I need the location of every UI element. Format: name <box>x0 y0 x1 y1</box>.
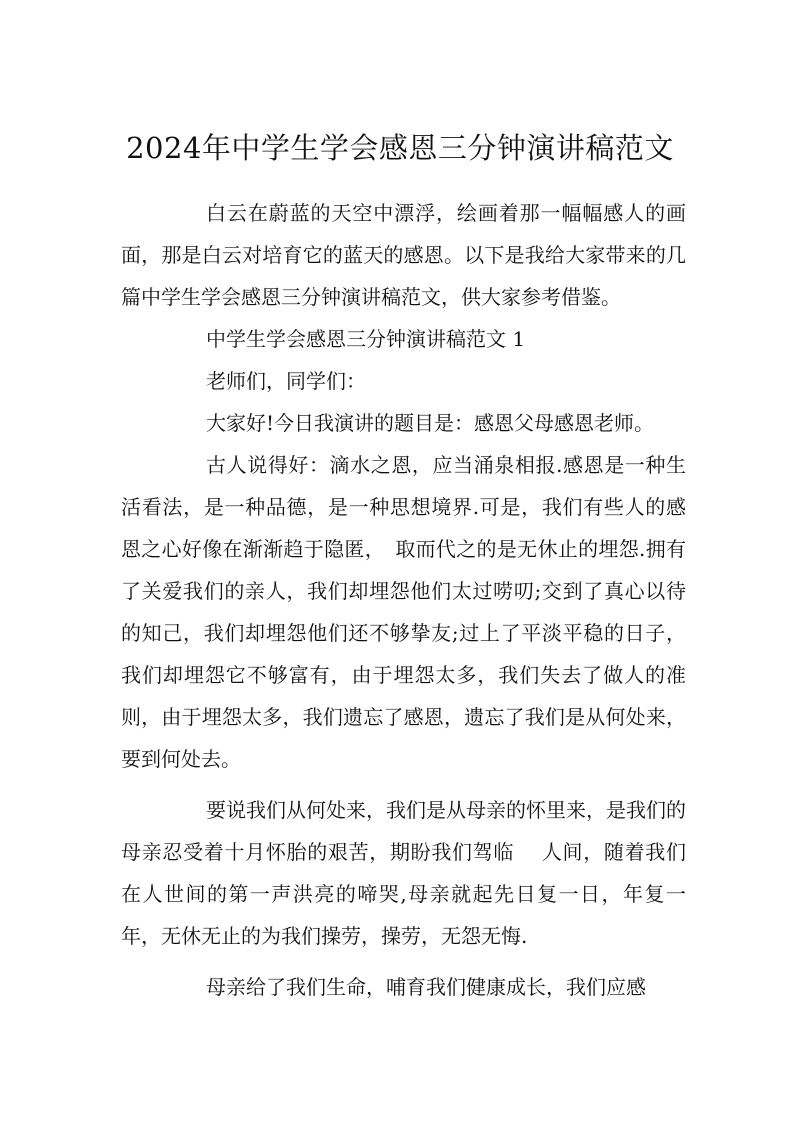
body-paragraph: 要说我们从何处来，我们是从母亲的怀里来，是我们的母亲忍受着十月怀胎的艰苦，期盼我们驾临 人间，随着我们在人世间的第一声洪亮的啼哭,母亲就起先日复一日，年复一年，无休无止的为我们操劳，操劳，无怨无悔. <box>121 798 686 948</box>
document-body <box>121 192 686 1008</box>
section-heading: 中学生学会感恩三分钟演讲稿范文 1 <box>206 327 526 351</box>
greeting-paragraph: 大家好!今日我演讲的题目是：感恩父母感恩老师。 <box>206 411 655 435</box>
body-paragraph: 母亲给了我们生命，哺育我们健康成长，我们应感 <box>206 975 646 999</box>
document-title: 2024年中学生学会感恩三分钟演讲稿范文 <box>126 131 674 165</box>
intro-paragraph: 白云在蔚蓝的天空中漂浮，绘画着那一幅幅感人的画面，那是白云对培育它的蓝天的感恩。以下是我给大家带来的几篇中学生学会感恩三分钟演讲稿范文，供大家参考借鉴。 <box>121 201 686 309</box>
body-paragraph: 古人说得好：滴水之恩，应当涌泉相报.感恩是一种生活看法，是一种品德，是一种思想境界.可是，我们有些人的感恩之心好像在渐渐趋于隐匿， 取而代之的是无休止的埋怨.拥有了关爱我们的亲人，我们却埋怨他们太过唠叨;交到了真心以待的知己，我们却埋怨他们还不够挚友;过上了平淡平稳的日子，我们却埋怨它不够富有，由于埋怨太多，我们失去了做人的准则，由于埋怨太多，我们遗忘了感恩，遗忘了我们是从何处来，要到何处去。 <box>121 453 686 771</box>
salutation: 老师们，同学们： <box>206 369 366 393</box>
